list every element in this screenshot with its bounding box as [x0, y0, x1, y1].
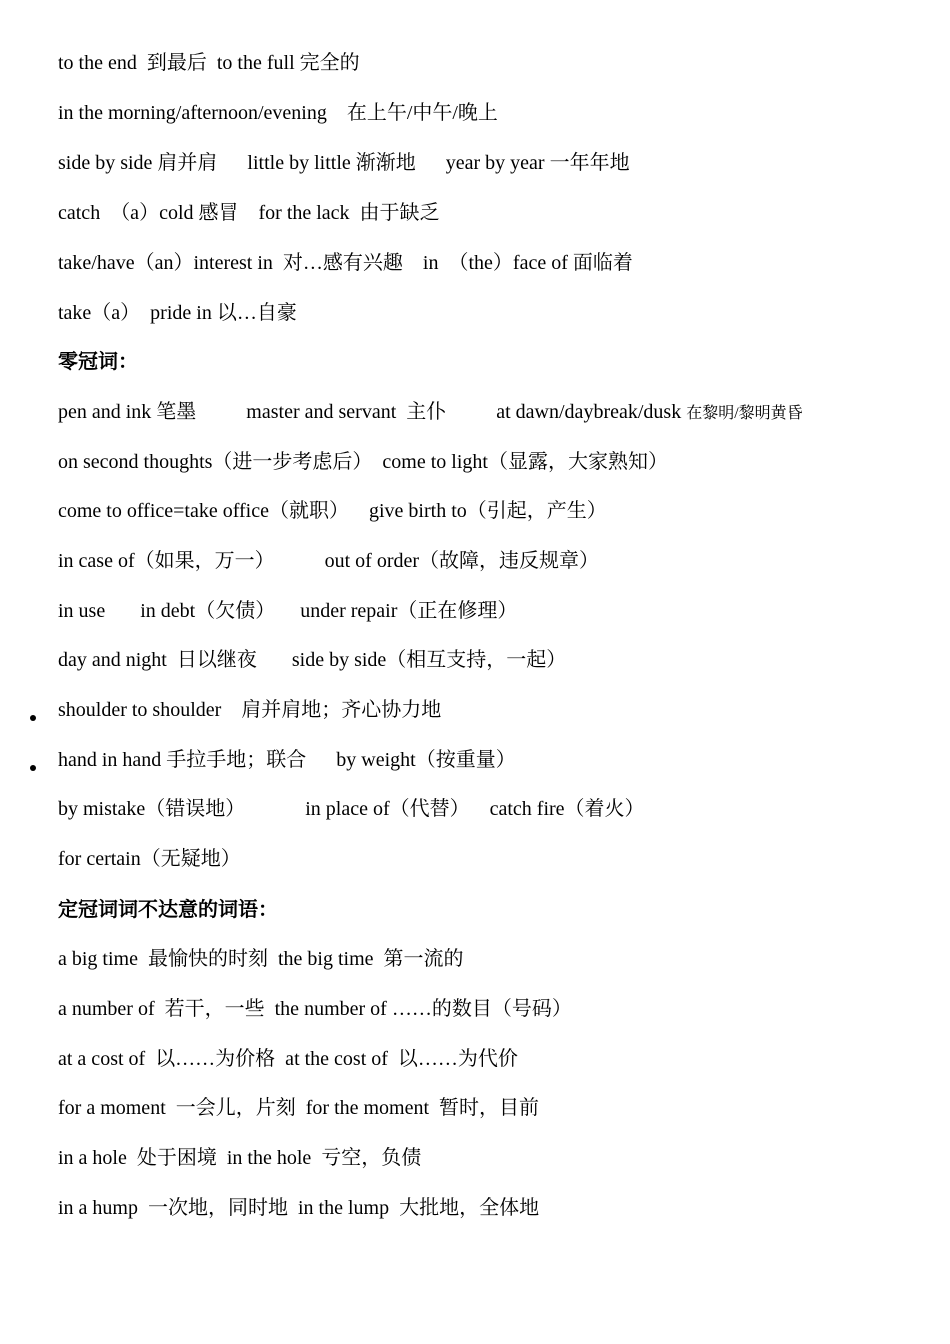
phrase-line: hand in hand 手拉手地；联合 by weight（按重量）	[58, 749, 516, 771]
phrase-line: shoulder to shoulder 肩并肩地；齐心协力地	[58, 699, 442, 721]
phrase-line: in the morning/afternoon/evening 在上午/中午/晚上	[58, 102, 498, 124]
phrase-line: in case of（如果，万一） out of order（故障，违反规章）	[58, 550, 600, 572]
phrase-line: day and night 日以继夜 side by side（相互支持，一起）	[58, 649, 567, 671]
phrase-line: on second thoughts（进一步考虑后） come to light（显露，大家熟知）	[58, 451, 668, 473]
phrase-text: pen and ink 笔墨 master and servant 主仆 at dawn/daybreak/dusk	[58, 401, 687, 423]
phrase-line: in a hump 一次地，同时地 in the lump 大批地，全体地	[58, 1197, 540, 1219]
phrase-line: by mistake（错误地） in place of（代替） catch fire（着火）	[58, 798, 645, 820]
phrase-line: take/have（an）interest in 对…感有兴趣 in （the）face of 面临着	[58, 252, 633, 274]
phrase-line: in a hole 处于困境 in the hole 亏空，负债	[58, 1147, 422, 1169]
phrase-line: a big time 最愉快的时刻 the big time 第一流的	[58, 948, 464, 970]
phrase-line: take（a） pride in 以…自豪	[58, 302, 297, 324]
phrase-line	[58, 399, 803, 427]
phrase-line: at a cost of 以……为价格 at the cost of 以……为代价	[58, 1048, 518, 1070]
bullet-dot	[30, 715, 36, 721]
phrase-line: for certain（无疑地）	[58, 848, 241, 870]
phrase-line: in use in debt（欠债） under repair（正在修理）	[58, 600, 518, 622]
phrase-line: to the end 到最后 to the full 完全的	[58, 52, 360, 74]
zero-article-heading: 零冠词：	[58, 351, 138, 373]
phrase-line: a number of 若干，一些 the number of ……的数目（号码）	[58, 998, 572, 1020]
phrase-line: catch （a）cold 感冒 for the lack 由于缺乏	[58, 202, 440, 224]
phrase-annotation: 在黎明/黎明黄昏	[686, 405, 803, 422]
bullet-dot	[30, 765, 36, 771]
phrase-line: come to office=take office（就职） give birth to（引起，产生）	[58, 500, 607, 522]
phrase-line: for a moment 一会儿，片刻 for the moment 暂时，目前	[58, 1097, 540, 1119]
phrase-line: side by side 肩并肩 little by little 渐渐地 year by year 一年年地	[58, 152, 630, 174]
definite-article-heading: 定冠词词不达意的词语：	[58, 899, 278, 921]
